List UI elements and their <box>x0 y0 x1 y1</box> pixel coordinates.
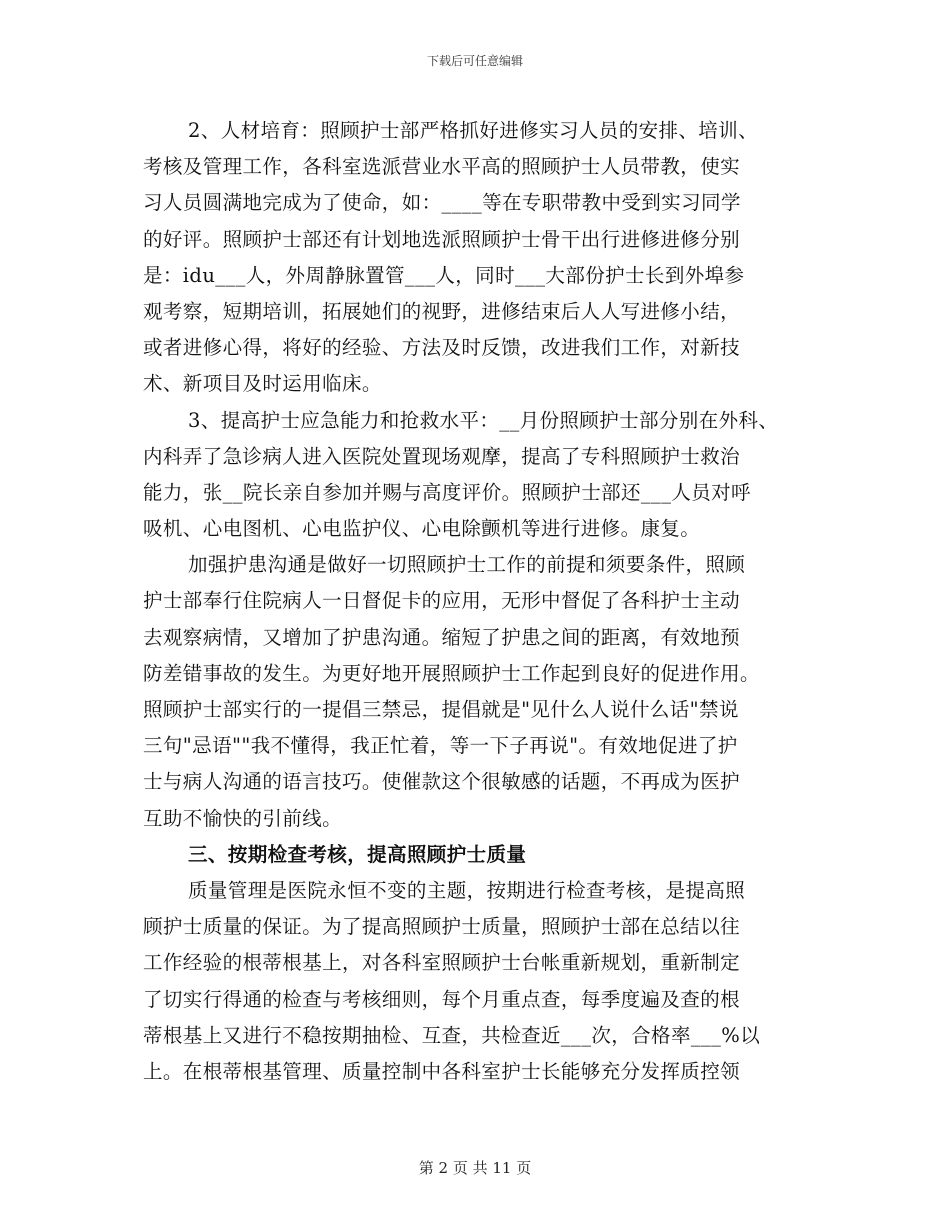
document-body <box>143 113 823 1090</box>
text-line: 了切实行得通的检查与考核细则，每个月重点查，每季度遍及查的根 <box>143 987 741 1011</box>
text-line: 3、提高护士应急能力和抢救水平：__月份照顾护士部分别在外科、 <box>188 408 779 432</box>
text-line: 防差错事故的发生。为更好地开展照顾护士工作起到良好的促进作用。 <box>143 661 760 685</box>
text-line: 质量管理是医院永恒不变的主题，按期进行检查考核，是提高照 <box>188 878 746 902</box>
text-line: 去观察病情，又增加了护患沟通。缩短了护患之间的距离，有效地预 <box>143 625 741 649</box>
text-line: 护士部奉行住院病人一日督促卡的应用，无形中督促了各科护士主动 <box>143 589 741 613</box>
text-line: 或者进修心得，将好的经验、方法及时反馈，改进我们工作，对新技 <box>143 336 741 360</box>
text-line: 互助不愉快的引前线。 <box>143 806 343 830</box>
text-line: 吸机、心电图机、心电监护仪、心电除颤机等进行进修。康复。 <box>143 517 701 541</box>
text-line: 习人员圆满地完成为了使命，如：____等在专职带教中受到实习同学 <box>143 191 741 215</box>
text-line: 2、人材培育：照顾护士部严格抓好进修实习人员的安排、培训、 <box>188 119 759 142</box>
text-line: 能力，张__院长亲自参加并赐与高度评价。照顾护士部还___人员对呼 <box>143 480 751 504</box>
text-line: 术、新项目及时运用临床。 <box>143 372 382 396</box>
page-footer: 第 2 页 共 11 页 <box>418 1159 532 1177</box>
text-line: 三句"忌语""我不懂得，我正忙着，等一下子再说"。有效地促进了护 <box>143 734 738 758</box>
text-line: 工作经验的根蒂根基上，对各科室照顾护士台帐重新规划，重新制定 <box>143 951 741 975</box>
text-line: 蒂根基上又进行不稳按期抽检、互查，共检查近___次，合格率___%以 <box>143 1023 761 1047</box>
text-line: 的好评。照顾护士部还有计划地选派照顾护士骨干出行进修进修分别 <box>143 227 741 251</box>
section-heading: 三、按期检查考核，提高照顾护士质量 <box>188 842 527 866</box>
text-line: 考核及管理工作，各科室选派营业水平高的照顾护士人员带教，使实 <box>143 155 741 179</box>
text-line: 顾护士质量的保证。为了提高照顾护士质量，照顾护士部在总结以往 <box>143 915 741 939</box>
text-line: 是：idu___人，外周静脉置管___人，同时___大部份护士长到外埠参 <box>143 263 745 287</box>
page-header: 下载后可任意编辑 <box>426 54 523 68</box>
text-line: 上。在根蒂根基管理、质量控制中各科室护士长能够充分发挥质控领 <box>143 1059 741 1083</box>
text-line: 观考察，短期培训，拓展她们的视野，进修结束后人人写进修小结， <box>143 299 741 323</box>
text-line: 照顾护士部实行的一提倡三禁忌，提倡就是"见什么人说什么话"禁说 <box>143 698 739 721</box>
text-line: 士与病人沟通的语言技巧。使催款这个很敏感的话题，不再成为医护 <box>143 770 741 794</box>
text-line: 内科弄了急诊病人进入医院处置现场观摩，提高了专科照顾护士救治 <box>143 444 741 468</box>
text-line: 加强护患沟通是做好一切照顾护士工作的前提和须要条件，照顾 <box>188 553 746 577</box>
